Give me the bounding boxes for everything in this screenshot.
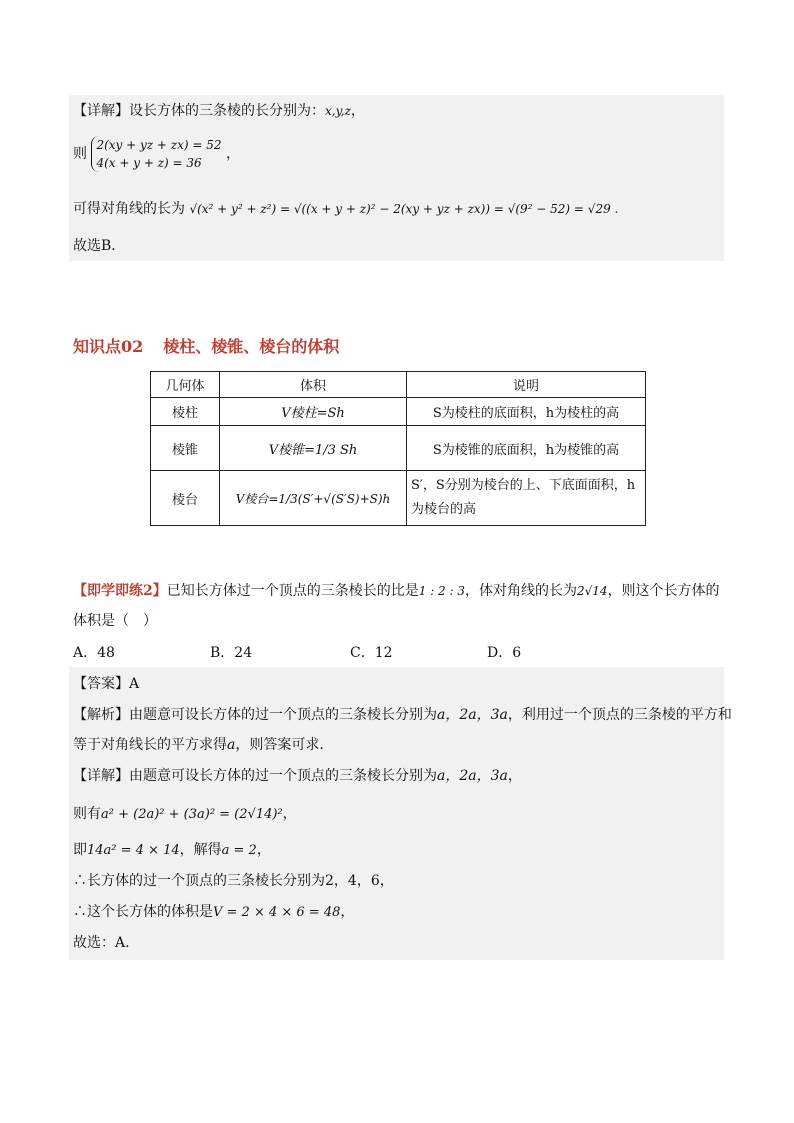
volume-table	[150, 371, 646, 526]
section-heading	[73, 334, 339, 357]
diag-prefix: 可得对角线的长为	[73, 201, 185, 217]
equation-1: 2(xy + yz + zx) = 52	[96, 138, 222, 152]
exercise-line-2	[73, 611, 157, 631]
row-note: S为棱柱的底面积，h为棱柱的高	[407, 398, 646, 426]
choose-b: 故选B．	[73, 238, 126, 254]
comma: ，	[225, 146, 240, 162]
ratio: 1 : 2 : 3	[418, 584, 465, 598]
row-name: 棱柱	[151, 398, 220, 426]
option-a: A．48	[73, 645, 115, 661]
solve-label: ，解得	[179, 842, 222, 858]
analysis-var-a: a	[227, 737, 236, 753]
table-row	[151, 398, 646, 426]
solve-value: a = 2	[221, 843, 257, 858]
option-b: B．24	[210, 645, 253, 661]
detail-vars-2: a，2a，3a	[437, 768, 508, 784]
analysis-tag: 【解析】	[73, 707, 129, 723]
diag-length: 2√14	[577, 584, 608, 598]
edges-line: ∴长方体的过一个顶点的三条棱长分别为2，4，6，	[73, 873, 394, 889]
question-c: ，则这个长方体的	[607, 583, 720, 599]
table-row	[151, 471, 646, 526]
row-note: S为棱锥的底面积，h为棱锥的高	[407, 426, 646, 471]
detail-line-2: 【详解】由题意可设长方体的过一个顶点的三条棱长分别为a，2a，3a，	[73, 768, 522, 784]
question-b: ，体对角线的长为	[465, 583, 577, 599]
choose-a: 故选：A.	[73, 935, 130, 951]
analysis-line-1	[73, 705, 732, 725]
answer-line	[73, 674, 139, 694]
row-name: 棱锥	[151, 426, 220, 471]
answer-value: A	[129, 676, 140, 692]
section-title: 棱柱、棱锥、棱台的体积	[163, 337, 340, 356]
analysis-2: 等于对角线长的平方求得	[73, 737, 227, 753]
option-c: C．12	[350, 645, 393, 661]
row-note: S′，S分别为棱台的上、下底面面积，h为棱台的高	[407, 471, 646, 526]
equation-system	[91, 136, 221, 172]
choose-line-1	[73, 236, 125, 256]
ze-label: 则	[73, 146, 87, 162]
option-d: D．6	[487, 645, 522, 661]
header-volume: 体积	[220, 372, 407, 398]
analysis-line-2	[73, 735, 324, 755]
answer-tag: 【答案】	[73, 676, 129, 692]
analysis-vars: a，2a，3a	[437, 707, 508, 723]
equation-square: a² + (2a)² + (3a)² = (2√14)²	[101, 807, 283, 822]
exercise-tag: 【即学即练2】	[73, 583, 167, 599]
header-shape: 几何体	[151, 372, 220, 398]
diag-expression: √(x² + y² + z²) = √((x + y + z)² − 2(xy + yz + zx)) = √(9² − 52) = √29 .	[189, 202, 619, 216]
you-label: 则有	[73, 806, 101, 822]
equation-linear: 14a² = 4 × 14	[87, 843, 180, 858]
detail-vars: x,y,z	[325, 104, 351, 118]
equation-system-line	[73, 136, 240, 172]
edges-prefix: ∴长方体的过一个顶点的三条棱长分别为	[73, 873, 325, 889]
edges-values: 2，4，6	[325, 873, 380, 889]
equation-square-line: 则有a² + (2a)² + (3a)² = (2√14)²，	[73, 806, 297, 822]
options-row	[73, 643, 521, 663]
linear-line: 即14a² = 4 × 14，解得a = 2，	[73, 842, 271, 858]
volume-prefix: ∴这个长方体的体积是	[73, 904, 213, 920]
header-note: 说明	[407, 372, 646, 398]
volume-value: V = 2 × 4 × 6 = 48	[213, 905, 341, 920]
table-row	[151, 426, 646, 471]
analysis-1: 由题意可设长方体的过一个顶点的三条棱长分别为	[129, 707, 437, 723]
detail-line-1: 【详解】设长方体的三条棱的长分别为：x,y,z，	[73, 103, 365, 119]
section-number: 知识点02	[73, 337, 144, 356]
choose-line-2	[73, 933, 130, 953]
equation-2: 4(x + y + z) = 36	[96, 156, 202, 170]
volume-line: ∴这个长方体的体积是V = 2 × 4 × 6 = 48，	[73, 904, 355, 920]
detail-1: 由题意可设长方体的过一个顶点的三条棱长分别为	[129, 768, 437, 784]
row-formula: V棱柱=Sh	[220, 398, 407, 426]
row-formula: V棱台=1/3(S′+√(S′S)+S)h	[220, 471, 407, 526]
question-line2: 体积是（ ）	[73, 613, 157, 629]
analysis-2b: ，则答案可求.	[235, 737, 324, 753]
detail-tag-2: 【详解】	[73, 768, 129, 784]
question-a: 已知长方体过一个顶点的三条棱长的比是	[166, 583, 419, 599]
ji-label: 即	[73, 842, 87, 858]
detail-text: 设长方体的三条棱的长分别为：	[129, 103, 325, 119]
detail-tag: 【详解】	[73, 103, 129, 119]
diagonal-line	[73, 199, 618, 219]
row-name: 棱台	[151, 471, 220, 526]
row-formula: V棱锥=1/3 Sh	[220, 426, 407, 471]
analysis-1b: ，利用过一个顶点的三条棱的平方和	[507, 707, 732, 723]
exercise-line-1	[73, 581, 720, 601]
table-header-row	[151, 372, 646, 398]
